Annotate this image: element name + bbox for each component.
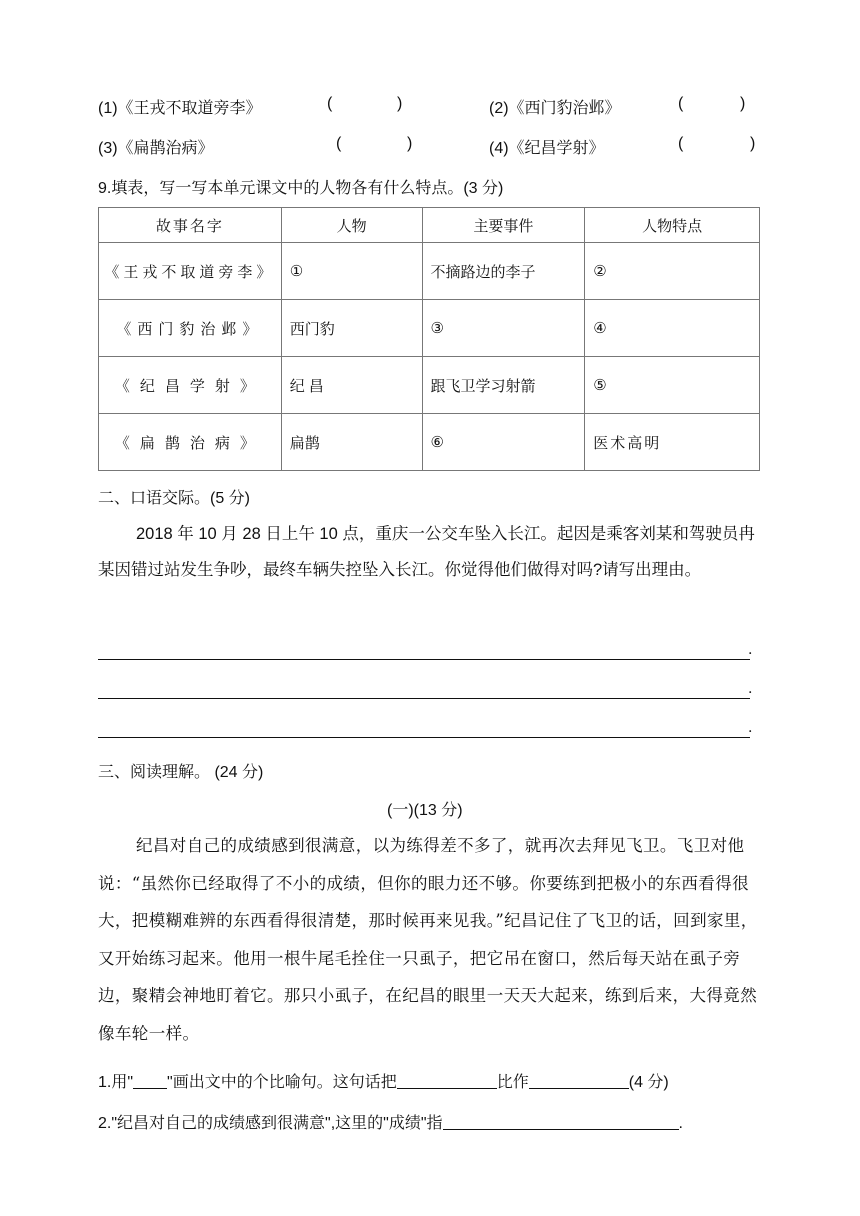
reading-q1-text-c: 比作 bbox=[496, 1074, 529, 1091]
reading-q1-text-b: "画出文中的个比喻句。这句话把 bbox=[167, 1074, 397, 1091]
part3-subheading: (一)(13 分) bbox=[387, 802, 463, 819]
answer-line-1-end: . bbox=[748, 642, 753, 658]
item-3-paren-open: ( bbox=[336, 135, 342, 152]
item-4-label: (4)《纪昌学射》 bbox=[489, 140, 605, 157]
reading-q1-blank-subject[interactable] bbox=[397, 1072, 497, 1089]
reading-q2-end: . bbox=[678, 1115, 683, 1132]
header-character: 人物 bbox=[281, 208, 422, 243]
row-3-character[interactable]: 纪昌 bbox=[281, 357, 422, 414]
part3-heading: 三、阅读理解。 (24 分) bbox=[98, 764, 264, 781]
reading-q1-blank-symbol[interactable] bbox=[133, 1072, 167, 1089]
item-3-label: (3)《扁鹊治病》 bbox=[98, 140, 214, 157]
characters-table bbox=[98, 207, 760, 471]
reading-q2 bbox=[98, 1110, 683, 1133]
row-1-event[interactable]: 不摘路边的李子 bbox=[422, 243, 585, 300]
row-3-story[interactable]: 《纪昌学射》 bbox=[99, 357, 282, 414]
item-3-paren-close: ) bbox=[407, 135, 413, 152]
reading-q2-text: 2."纪昌对自己的成绩感到很满意",这里的"成绩"指 bbox=[98, 1115, 443, 1132]
table-row bbox=[99, 357, 760, 414]
item-4-paren-open: ( bbox=[678, 135, 684, 152]
item-1-label: (1)《王戎不取道旁李》 bbox=[98, 100, 262, 117]
answer-line-3[interactable] bbox=[98, 737, 750, 738]
table-row bbox=[99, 243, 760, 300]
part2-paragraph: 2018 年 10 月 28 日上午 10 点，重庆一公交车坠入长江。起因是乘客刘某和驾驶员冉某因错过站发生争吵，最终车辆失控坠入长江。你觉得他们做得对吗?请写出理由。 bbox=[98, 525, 755, 579]
row-2-trait[interactable]: ④ bbox=[585, 300, 760, 357]
table-row bbox=[99, 414, 760, 471]
table-row bbox=[99, 300, 760, 357]
header-story-name: 故事名字 bbox=[99, 208, 282, 243]
reading-q1-score: (4 分) bbox=[628, 1074, 669, 1091]
part2-heading: 二、口语交际。(5 分) bbox=[98, 490, 251, 507]
row-3-event[interactable]: 跟飞卫学习射箭 bbox=[422, 357, 585, 414]
row-4-character[interactable]: 扁鹊 bbox=[281, 414, 422, 471]
reading-q2-blank[interactable] bbox=[443, 1113, 679, 1130]
row-4-story[interactable]: 《扁鹊治病》 bbox=[99, 414, 282, 471]
item-4-paren-close: ) bbox=[750, 135, 756, 152]
reading-q1-blank-object[interactable] bbox=[529, 1072, 629, 1089]
row-4-event[interactable]: ⑥ bbox=[422, 414, 585, 471]
row-2-story[interactable]: 《西门豹治邺》 bbox=[99, 300, 282, 357]
reading-q1-text-a: 1.用" bbox=[98, 1074, 134, 1091]
reading-q1 bbox=[98, 1069, 669, 1092]
reading-passage: 纪昌对自己的成绩感到很满意，以为练得差不多了，就再次去拜见飞卫。飞卫对他说：“虽然你已经取得了不小的成绩，但你的眼力还不够。你要练到把极小的东西看得很大，把模糊难辨的东西看得很清楚，那时候再来见我。”纪昌记住了飞卫的话，回到家里，又开始练习起来。他用一根牛尾毛拴住一只虱子，把它吊在窗口，然后每天站在虱子旁边，聚精会神地盯着它。那只小虱子，在纪昌的眼里一天天大起来，练到后来，大得竟然像车轮一样。 bbox=[98, 836, 758, 1043]
row-1-trait[interactable]: ② bbox=[585, 243, 760, 300]
row-1-character[interactable]: ① bbox=[281, 243, 422, 300]
answer-line-1[interactable] bbox=[98, 659, 750, 660]
q9-title: 9.填表，写一写本单元课文中的人物各有什么特点。(3 分) bbox=[98, 180, 504, 197]
row-2-event[interactable]: ③ bbox=[422, 300, 585, 357]
item-1-paren-close: ) bbox=[397, 95, 403, 112]
item-2-paren-close: ) bbox=[740, 95, 746, 112]
item-1-paren-open: ( bbox=[327, 95, 333, 112]
item-2-paren-open: ( bbox=[678, 95, 684, 112]
row-2-character[interactable]: 西门豹 bbox=[281, 300, 422, 357]
answer-line-3-end: . bbox=[748, 720, 753, 736]
header-character-trait: 人物特点 bbox=[585, 208, 760, 243]
item-2-label: (2)《西门豹治邺》 bbox=[489, 100, 621, 117]
row-4-trait[interactable]: 医术高明 bbox=[585, 414, 760, 471]
row-1-story[interactable]: 《王戎不取道旁李》 bbox=[99, 243, 282, 300]
table-header-row bbox=[99, 208, 760, 243]
answer-line-2-end: . bbox=[748, 681, 753, 697]
answer-line-2[interactable] bbox=[98, 698, 750, 699]
header-main-event: 主要事件 bbox=[422, 208, 585, 243]
row-3-trait[interactable]: ⑤ bbox=[585, 357, 760, 414]
